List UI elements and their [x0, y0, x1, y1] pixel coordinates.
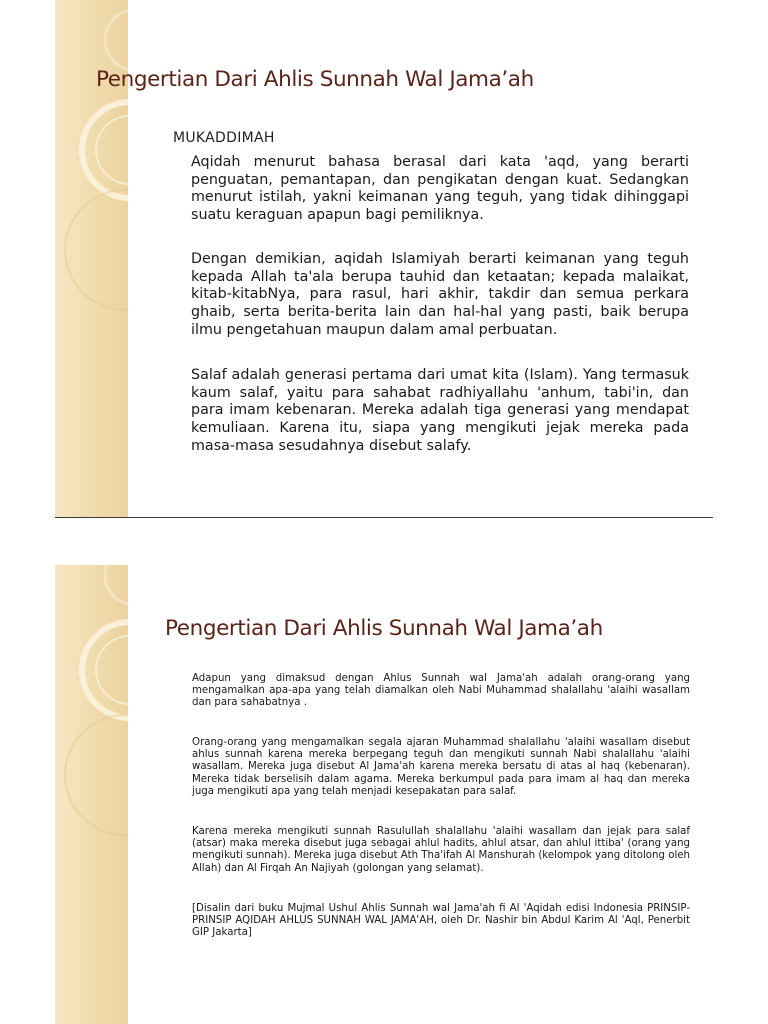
paragraph: Adapun yang dimaksud dengan Ahlus Sunnah wal Jama'ah adalah orang-orang yang mengamalkan apa-apa yang telah diamalkan oleh Nabi Muhammad shalallahu 'alaihi wasallam dan para sahabatnya . [192, 673, 690, 709]
page-title: Pengertian Dari Ahlis Sunnah Wal Jama’ah [165, 616, 603, 641]
decorative-circles [55, 565, 128, 1024]
decorative-stripe [55, 565, 128, 1024]
section-heading: MUKADDIMAH [173, 130, 275, 146]
page-title: Pengertian Dari Ahlis Sunnah Wal Jama’ah [96, 67, 534, 92]
page-divider [55, 517, 713, 518]
paragraph: Aqidah menurut bahasa berasal dari kata 'aqd, yang berarti penguatan, pemantapan, dan pengikatan dengan kuat. Sedangkan menurut istilah, yakni keimanan yang teguh, yang tidak dihinggapi suatu keraguan apapun bagi pemiliknya. [191, 154, 689, 224]
paragraph: Karena mereka mengikuti sunnah Rasulullah shalallahu 'alaihi wasallam dan jejak para salaf (atsar) maka mereka disebut juga sebagai ahlul hadits, ahlul atsar, dan ahlul ittiba' (orang yang mengikuti sunnah). Mereka juga disebut Ath Tha'ifah Al Manshurah (kelompok yang ditolong oleh Allah) dan Al Firqah An Najiyah (golongan yang selamat). [192, 826, 690, 874]
paragraph: Dengan demikian, aqidah Islamiyah berarti keimanan yang teguh kepada Allah ta'ala berupa tauhid dan ketaatan; kepada malaikat, kitab-kitabNya, para rasul, hari akhir, takdir dan semua perkara ghaib, serta berita-berita lain dan hal-hal yang pasti, baik berupa ilmu pengetahuan maupun dalam amal perbuatan. [191, 251, 689, 338]
paragraph: Orang-orang yang mengamalkan segala ajaran Muhammad shalallahu 'alaihi wasallam disebut ahlus sunnah karena mereka berpegang teguh dan mengikuti sunnah Nabi shalallahu 'alaihi wasallam. Mereka juga disebut Al Jama'ah karena mereka bersatu di atas al haq (kebenaran). Mereka tidak berselisih dalam agama. Mereka berkumpul pada para imam al haq dan mereka juga mengikuti apa yang telah menjadi kesepakatan para salaf. [192, 737, 690, 797]
paragraph: Salaf adalah generasi pertama dari umat kita (Islam). Yang termasuk kaum salaf, yaitu para sahabat radhiyallahu 'anhum, tabi'in, dan para imam kebenaran. Mereka adalah tiga generasi yang mendapat kemuliaan. Karena itu, siapa yang mengikuti jejak mereka pada masa-masa sesudahnya disebut salafy. [191, 367, 689, 454]
paragraph: [Disalin dari buku Mujmal Ushul Ahlis Sunnah wal Jama'ah fi Al 'Aqidah edisi Indonesia PRINSIP-PRINSIP AQIDAH AHLUS SUNNAH WAL JAMA'AH, oleh Dr. Nashir bin Abdul Karim Al 'Aql, Penerbit GIP Jakarta] [192, 903, 690, 939]
